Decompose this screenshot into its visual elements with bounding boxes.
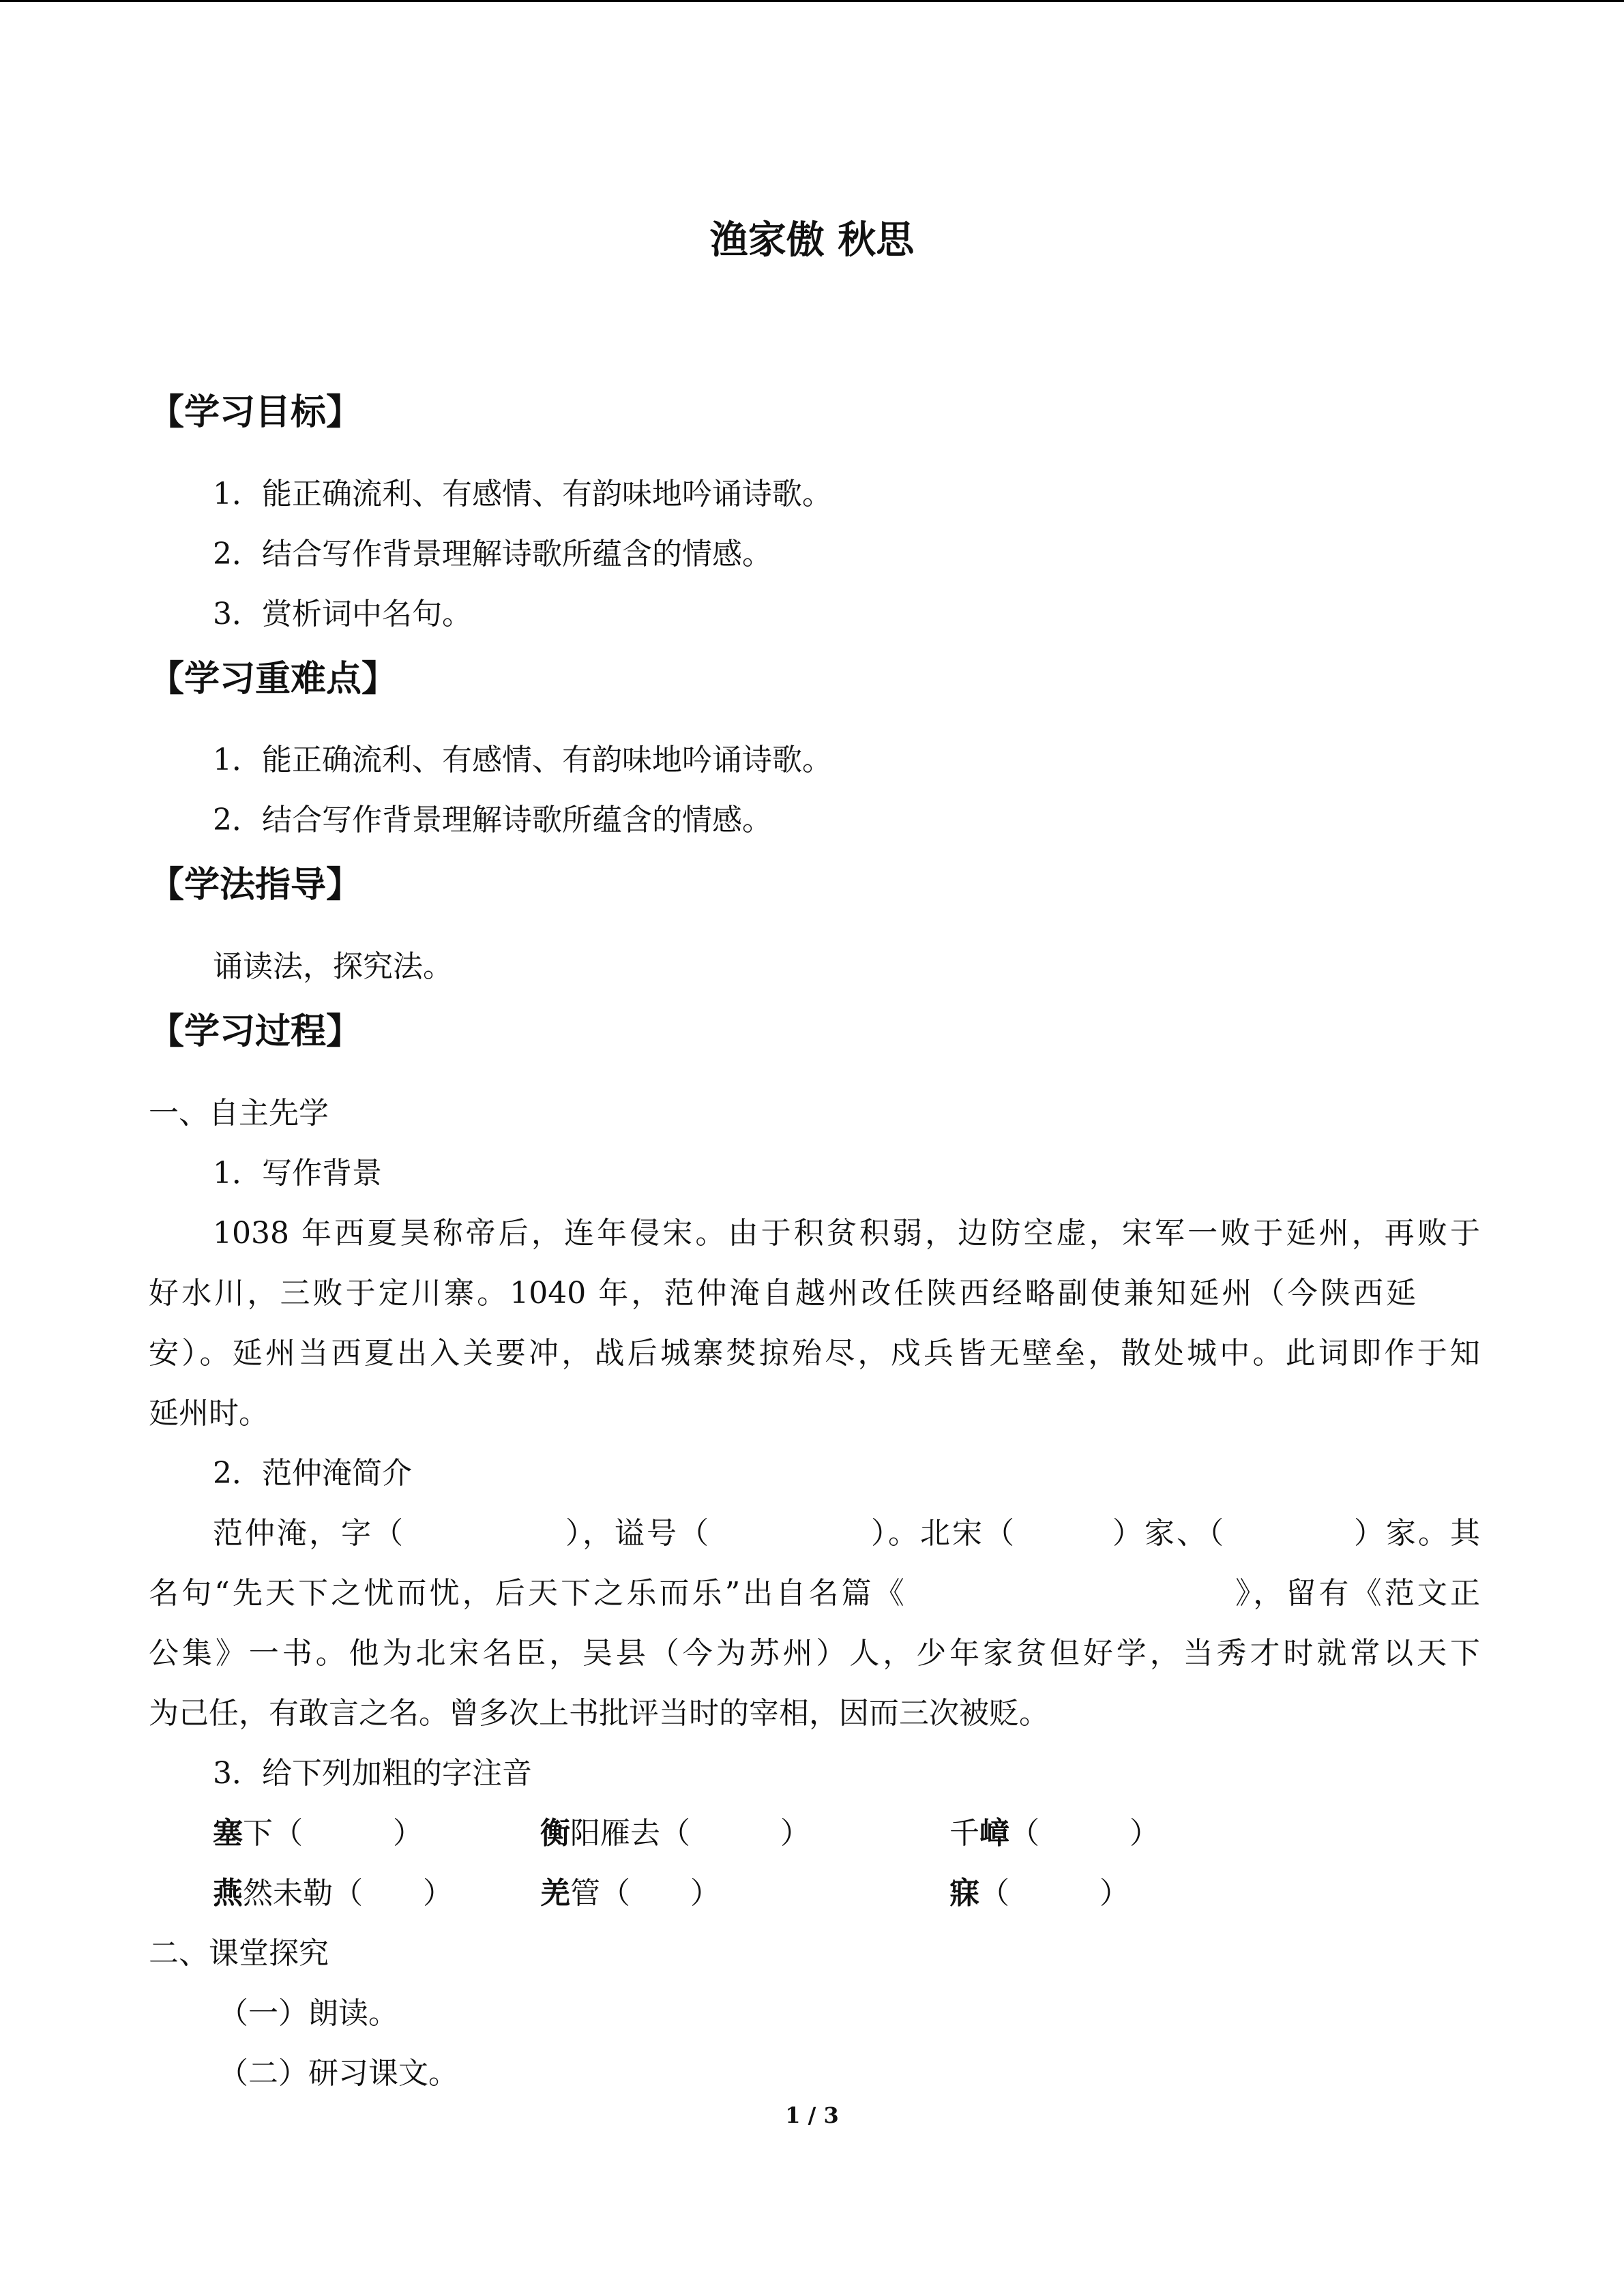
page-title: 渔家傲 秋思 <box>709 218 915 263</box>
bio-line-4: 为己任，有敢言之名。曾多次上书批评当时的宰相，因而三次被贬。 <box>149 1696 1049 1731</box>
goal-item-2: 2．结合写作背景理解诗歌所蕴含的情感。 <box>213 537 772 571</box>
bold-char: 寐 <box>949 1876 979 1911</box>
bold-char: 羌 <box>540 1876 570 1911</box>
pinyin-item-6: 寐（ ） <box>949 1876 1130 1911</box>
sub-item-study: （二）研习课文。 <box>218 2056 458 2091</box>
bold-char: 衡 <box>540 1816 570 1851</box>
goal-item-3: 3．赏析词中名句。 <box>213 597 472 631</box>
method-text: 诵读法，探究法。 <box>213 949 453 984</box>
bio-title: 2．范仲淹简介 <box>213 1456 412 1491</box>
heading-key-points: 【学习重难点】 <box>149 659 398 700</box>
background-line-3: 安）。延州当西夏出入关要冲，战后城寨焚掠殆尽，戍兵皆无壁垒，散处城中。此词即作于知 <box>149 1336 1480 1371</box>
background-title: 1．写作背景 <box>213 1156 382 1191</box>
pinyin-item-2: 衡阳雁去（ ） <box>540 1816 810 1851</box>
background-line-4: 延州时。 <box>149 1396 269 1431</box>
pinyin-title: 3．给下列加粗的字注音 <box>213 1756 532 1791</box>
pinyin-item-1: 塞下（ ） <box>213 1816 423 1851</box>
key-point-item-1: 1．能正确流利、有感情、有韵味地吟诵诗歌。 <box>213 743 832 777</box>
heading-goals: 【学习目标】 <box>149 392 362 433</box>
pinyin-item-3: 千嶂（ ） <box>949 1816 1160 1851</box>
key-point-item-2: 2．结合写作背景理解诗歌所蕴含的情感。 <box>213 803 772 837</box>
part-two-heading: 二、课堂探究 <box>149 1936 329 1971</box>
page-number: 1 / 3 <box>785 2102 839 2128</box>
heading-method: 【学法指导】 <box>149 865 362 906</box>
background-line-1: 1038 年西夏昊称帝后，连年侵宋。由于积贫积弱，边防空虚，宋军一败于延州，再败于 <box>213 1216 1480 1251</box>
top-border <box>0 0 1624 2</box>
sub-item-reading: （一）朗读。 <box>218 1996 398 2031</box>
bio-line-3: 公集》一书。他为北宋名臣，吴县（今为苏州）人，少年家贫但好学，当秀才时就常以天下 <box>149 1636 1480 1671</box>
pinyin-item-5: 羌管（ ） <box>540 1876 720 1911</box>
bold-char: 嶂 <box>979 1816 1009 1851</box>
bold-char: 燕 <box>213 1876 243 1911</box>
bio-line-2: 名句“先天下之忧而忧，后天下之乐而乐”出自名篇《 》，留有《范文正 <box>149 1576 1480 1611</box>
goal-item-1: 1．能正确流利、有感情、有韵味地吟诵诗歌。 <box>213 477 832 511</box>
heading-process: 【学习过程】 <box>149 1011 362 1052</box>
bio-line-1: 范仲淹，字（ ），谥号（ ）。北宋（ ）家、（ ）家。其 <box>213 1516 1480 1551</box>
pinyin-item-4: 燕然未勒（ ） <box>213 1876 453 1911</box>
part-one-heading: 一、自主先学 <box>149 1096 329 1131</box>
bold-char: 塞 <box>213 1816 243 1851</box>
background-line-2: 好水川，三败于定川寨。1040 年，范仲淹自越州改任陕西经略副使兼知延州（今陕西延 <box>149 1276 1416 1311</box>
